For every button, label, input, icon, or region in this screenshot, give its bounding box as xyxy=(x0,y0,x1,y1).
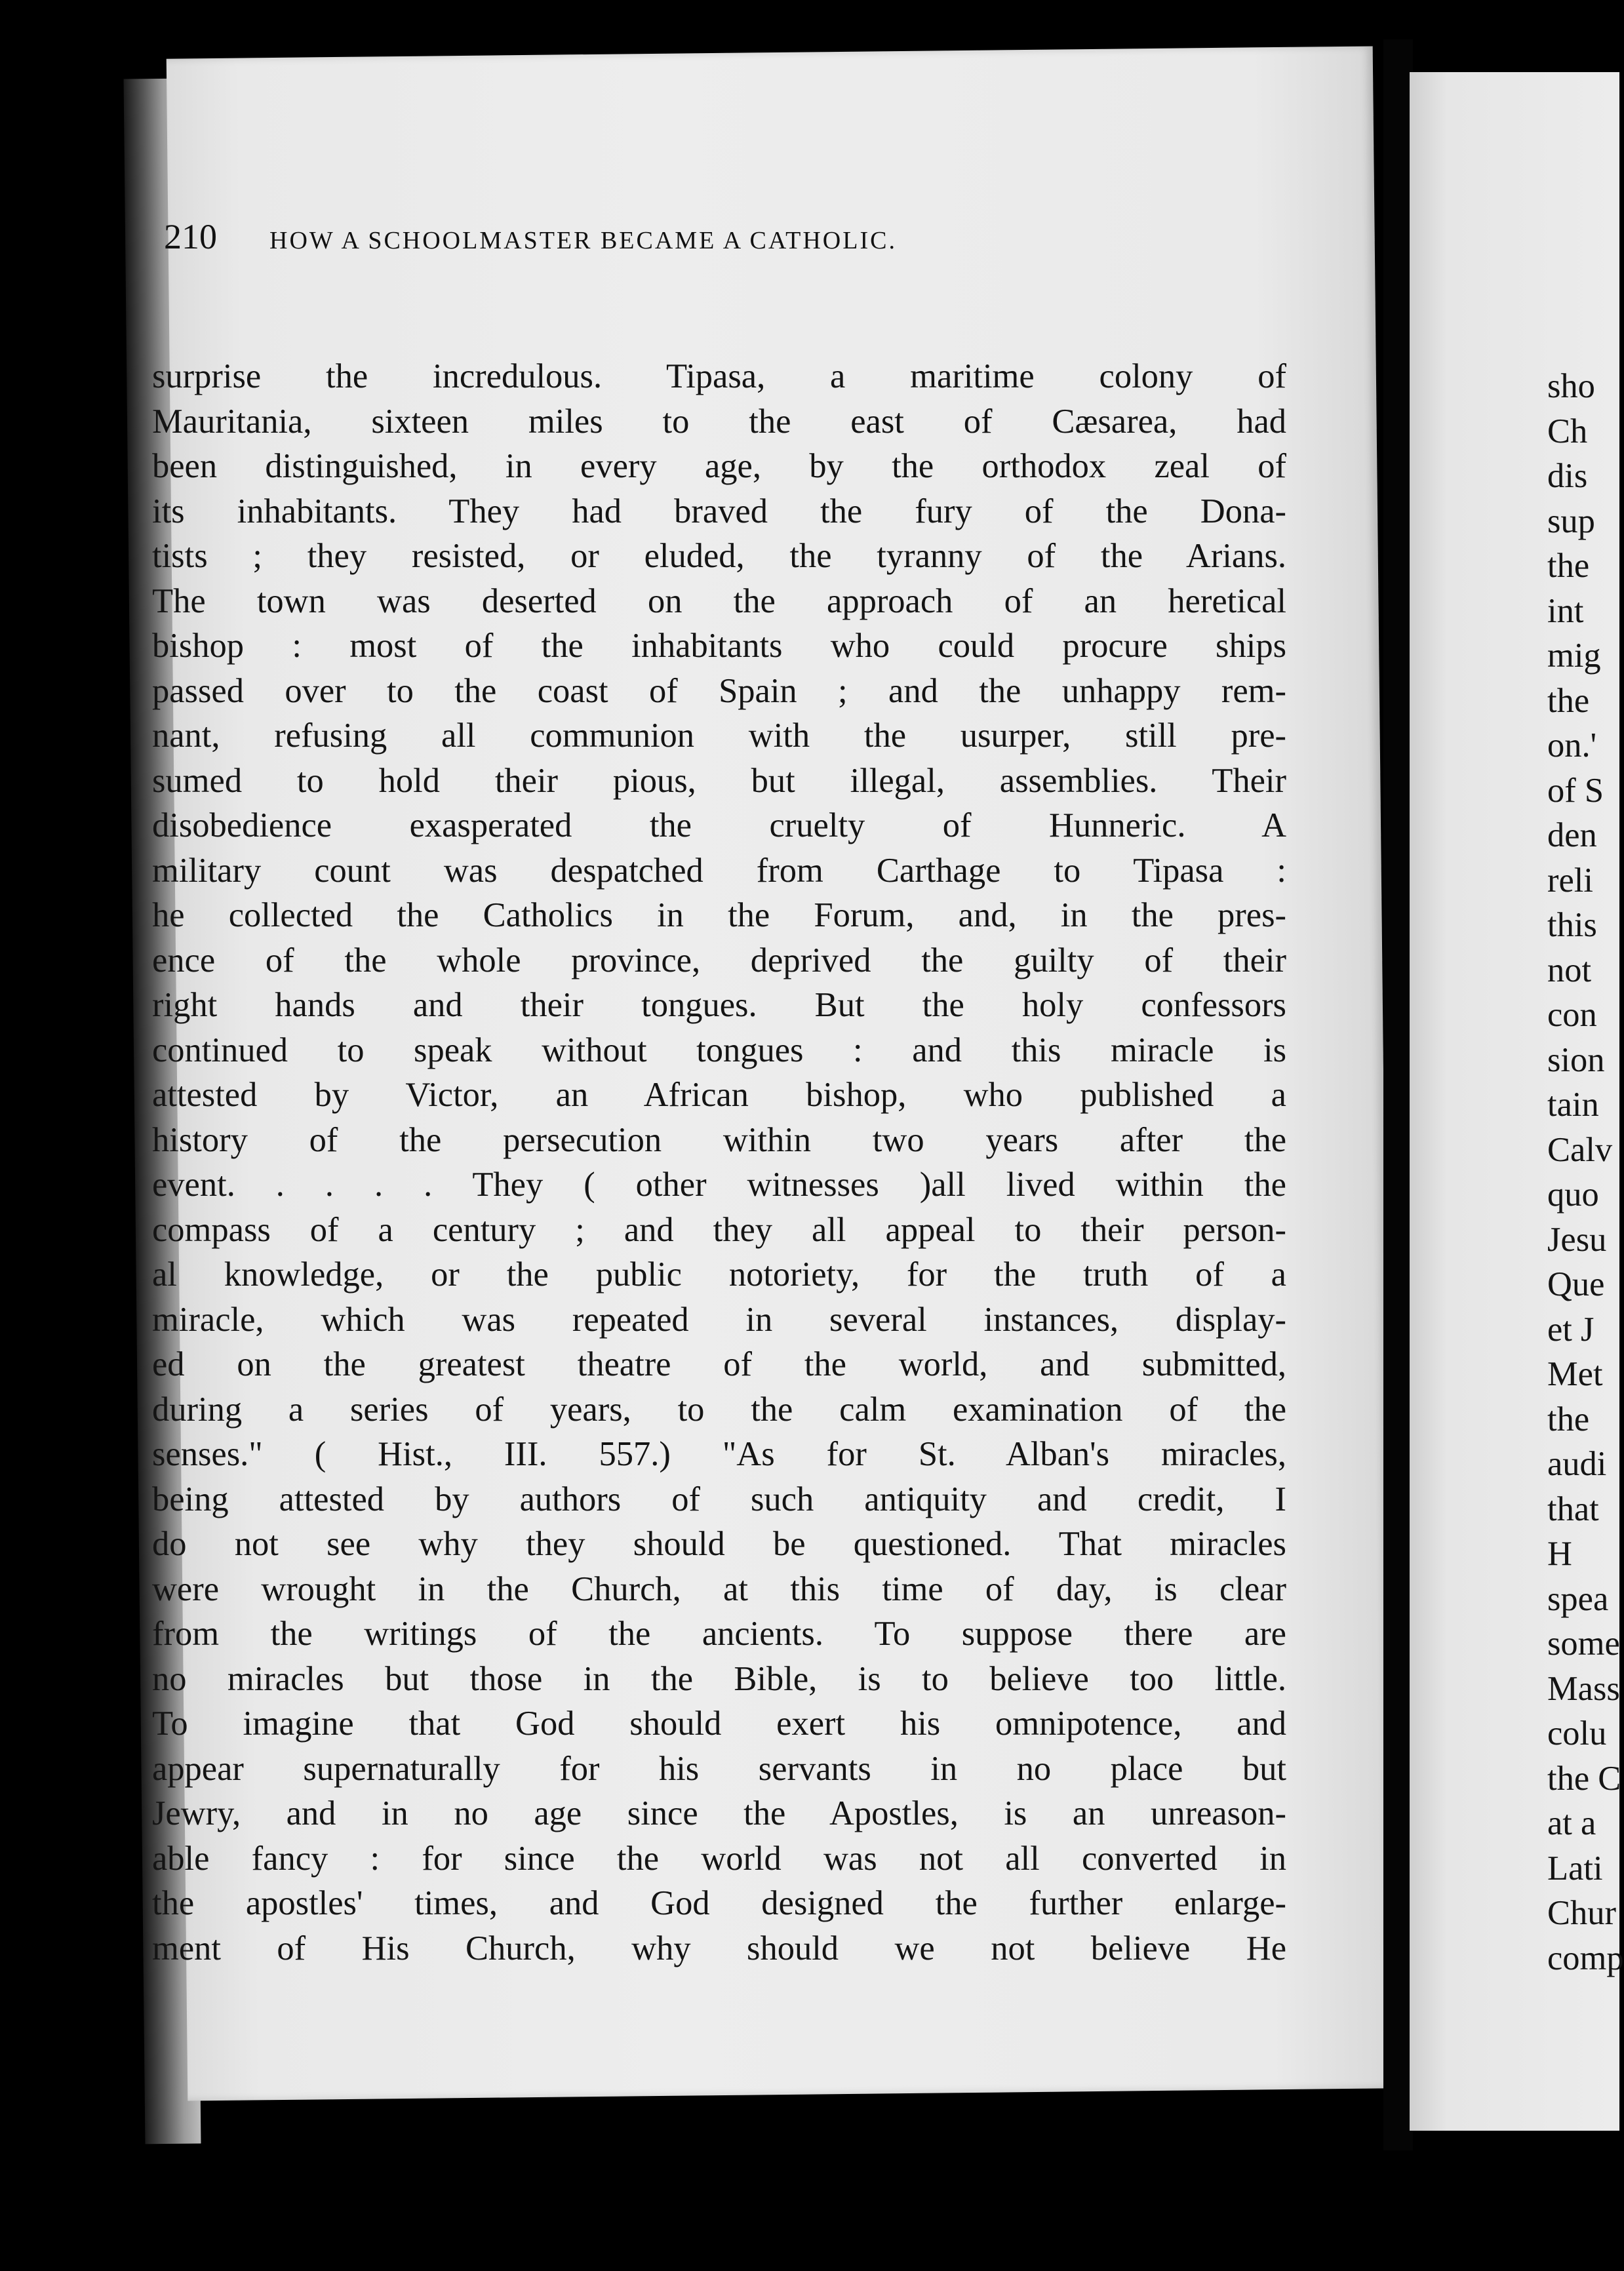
right-page-fragment: quo xyxy=(1547,1175,1599,1214)
right-page-fragment: Chur xyxy=(1547,1894,1616,1932)
right-page-fragment: at a xyxy=(1547,1804,1596,1842)
text-line: the apostles' times, and God designed the further enlarge- xyxy=(152,1884,1286,1922)
page-gutter xyxy=(1383,39,1413,2150)
right-page-fragment: int xyxy=(1547,591,1584,630)
text-line: do not see why they should be questioned. That miracles xyxy=(152,1525,1286,1563)
right-page-fragment: Mass xyxy=(1547,1669,1620,1708)
text-line: To imagine that God should exert his omnipotence, and xyxy=(152,1705,1286,1743)
right-page-fragment: not xyxy=(1547,951,1592,989)
right-page-fragment: et J xyxy=(1547,1310,1594,1349)
text-line: senses." ( Hist., III. 557.) "As for St. Alban's miracles, xyxy=(152,1435,1286,1473)
text-line: event. . . . . They ( other witnesses )all lived within the xyxy=(152,1166,1286,1204)
right-page-fragment: Ch xyxy=(1547,412,1588,450)
right-page-fragment: dis xyxy=(1547,457,1588,495)
text-line: military count was despatched from Carthage to Tipasa : xyxy=(152,851,1286,890)
text-line: ed on the greatest theatre of the world, and submitted, xyxy=(152,1345,1286,1383)
right-page-fragment: of S xyxy=(1547,771,1604,810)
right-page-fragment: on.' xyxy=(1547,726,1597,764)
text-line: its inhabitants. They had braved the fury of the Dona- xyxy=(152,492,1286,530)
text-line: sumed to hold their pious, but illegal, assemblies. Their xyxy=(152,761,1286,800)
text-line: no miracles but those in the Bible, is to believe too little. xyxy=(152,1659,1286,1698)
text-line: being attested by authors of such antiquity and credit, I xyxy=(152,1480,1286,1518)
text-line: passed over to the coast of Spain ; and the unhappy rem- xyxy=(152,671,1286,710)
right-page-fragment: mig xyxy=(1547,637,1601,675)
right-page-fragment: sup xyxy=(1547,502,1595,540)
right-page-fragment: colu xyxy=(1547,1714,1607,1752)
text-line: able fancy : for since the world was not all converted in xyxy=(152,1839,1286,1878)
right-page-fragment: Met xyxy=(1547,1355,1603,1393)
right-page-fragment: Jesu xyxy=(1547,1220,1607,1259)
right-page-fragment: the xyxy=(1547,1400,1590,1438)
text-line: during a series of years, to the calm examination of the xyxy=(152,1390,1286,1429)
text-line: nant, refusing all communion with the usurper, still pre- xyxy=(152,717,1286,755)
right-page-fragment: Calv xyxy=(1547,1130,1613,1169)
text-line: miracle, which was repeated in several instances, display- xyxy=(152,1300,1286,1339)
text-line: compass of a century ; and they all appeal to their person- xyxy=(152,1210,1286,1249)
right-page-fragment: sho xyxy=(1547,367,1595,405)
text-line: were wrought in the Church, at this time of day, is clear xyxy=(152,1570,1286,1608)
text-line: attested by Victor, an African bishop, who published a xyxy=(152,1076,1286,1114)
right-page-fragment: audi xyxy=(1547,1445,1607,1483)
right-page-fragment: that xyxy=(1547,1490,1599,1528)
text-line: history of the persecution within two years after the xyxy=(152,1120,1286,1159)
page-number: 210 xyxy=(164,217,217,256)
right-page-fragment: some xyxy=(1547,1625,1620,1663)
text-line: disobedience exasperated the cruelty of Hunneric. A xyxy=(152,806,1286,844)
text-line: been distinguished, in every age, by the orthodox zeal of xyxy=(152,447,1286,485)
text-line: right hands and their tongues. But the holy confessors xyxy=(152,986,1286,1024)
right-page-fragment: comp xyxy=(1547,1939,1624,1977)
text-line: appear supernaturally for his servants in no place but xyxy=(152,1749,1286,1788)
right-page-fragment: Lati xyxy=(1547,1849,1603,1887)
text-line: ment of His Church, why should we not believe He xyxy=(152,1929,1286,1967)
text-line: Jewry, and in no age since the Apostles, is an unreason- xyxy=(152,1794,1286,1832)
text-line: surprise the incredulous. Tipasa, a maritime colony of xyxy=(152,357,1286,395)
right-page-fragment: the C xyxy=(1547,1759,1621,1798)
right-page-fragment: sion xyxy=(1547,1040,1605,1079)
right-page-text-fragments xyxy=(1547,364,1624,1981)
text-line: The town was deserted on the approach of an heretical xyxy=(152,582,1286,620)
text-line: tists ; they resisted, or eluded, the tyranny of the Arians. xyxy=(152,537,1286,575)
page-header xyxy=(164,216,1187,275)
text-line: he collected the Catholics in the Forum, and, in the pres- xyxy=(152,896,1286,934)
right-page-fragment: the xyxy=(1547,681,1590,720)
text-line: Mauritania, sixteen miles to the east of Cæsarea, had xyxy=(152,402,1286,441)
body-text xyxy=(152,354,1286,1971)
right-page-fragment: tain xyxy=(1547,1086,1599,1124)
text-line: bishop : most of the inhabitants who could procure ships xyxy=(152,627,1286,665)
right-page-fragment: the xyxy=(1547,547,1590,585)
right-page-fragment: con xyxy=(1547,996,1597,1034)
running-head: HOW A SCHOOLMASTER BECAME A CATHOLIC. xyxy=(269,227,897,254)
right-page-fragment: Que xyxy=(1547,1265,1605,1303)
right-page-fragment: spea xyxy=(1547,1579,1609,1618)
text-line: al knowledge, or the public notoriety, for the truth of a xyxy=(152,1255,1286,1293)
text-line: from the writings of the ancients. To suppose there are xyxy=(152,1615,1286,1653)
text-line: continued to speak without tongues : and this miracle is xyxy=(152,1031,1286,1069)
text-line: ence of the whole province, deprived the guilty of their xyxy=(152,941,1286,979)
right-page-fragment: reli xyxy=(1547,861,1593,899)
right-page-fragment: den xyxy=(1547,816,1597,854)
right-page-fragment: this xyxy=(1547,906,1597,944)
right-page-fragment: H xyxy=(1547,1535,1572,1573)
